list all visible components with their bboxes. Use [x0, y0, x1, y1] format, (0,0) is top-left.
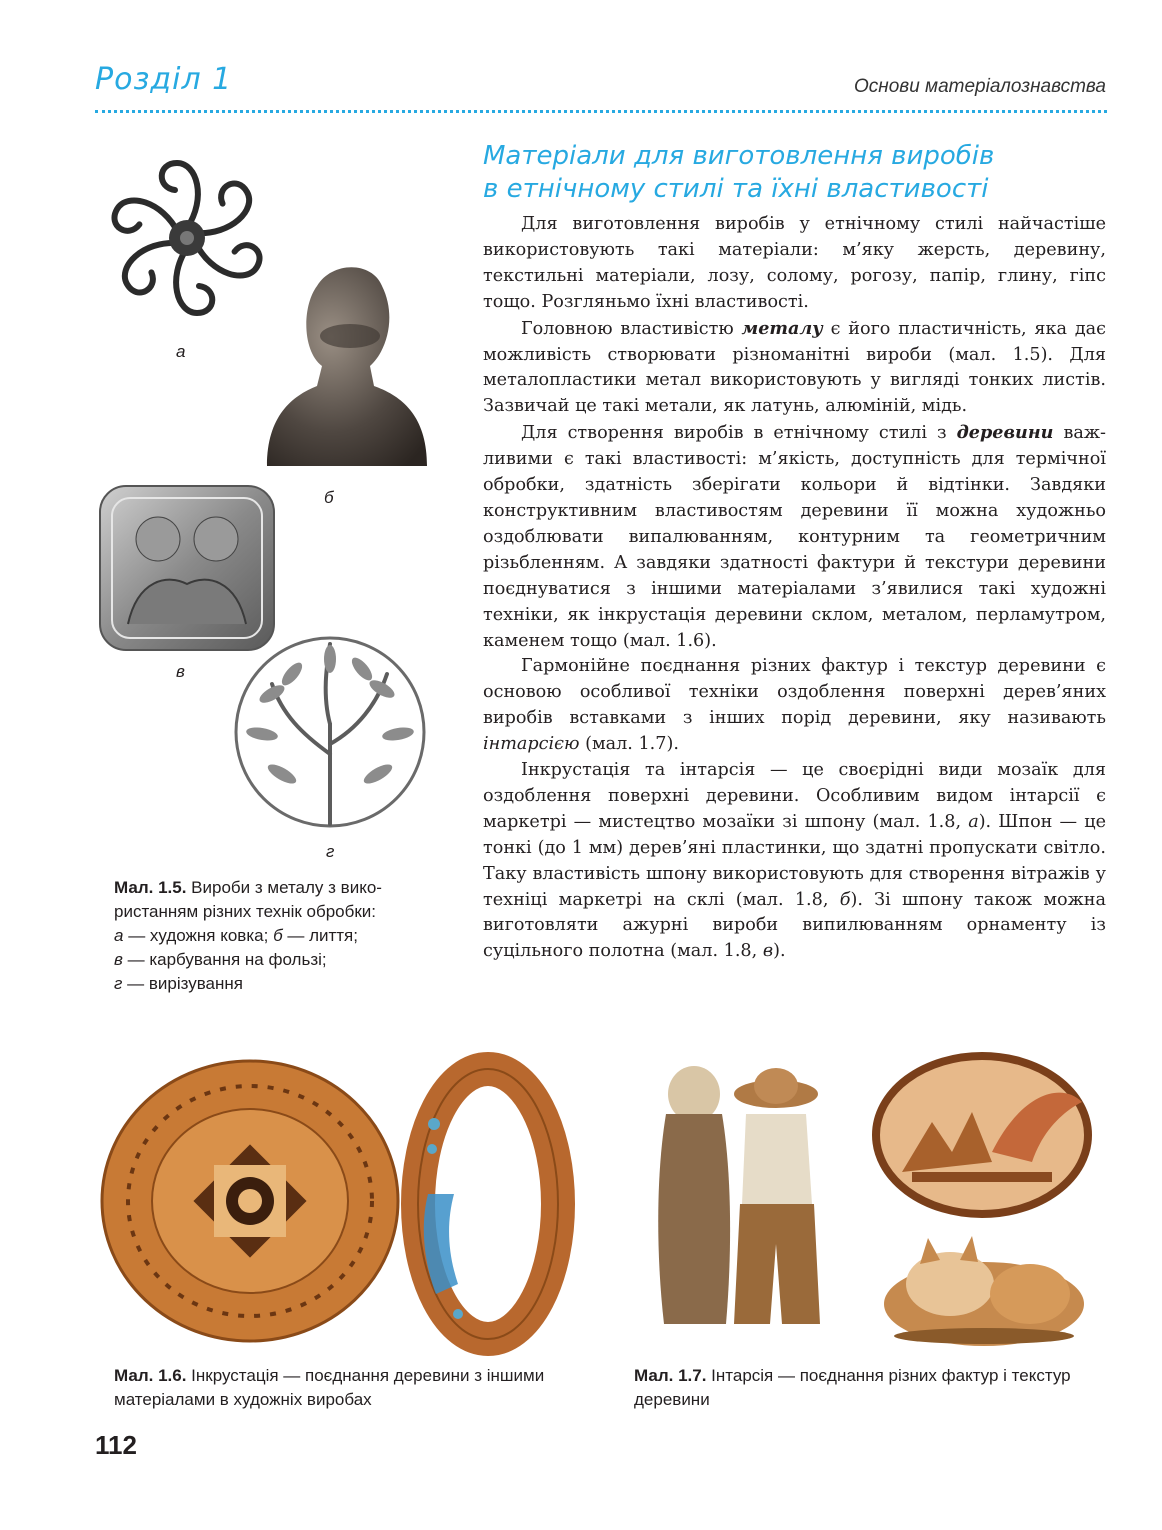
bronze-bust-image: [262, 256, 432, 476]
body-paragraph: [483, 654, 1106, 758]
chapter-title: Розділ 1: [95, 62, 233, 97]
paragraph-text: Для виготовлення виробів у етнічному стилі найчастіше використовують такі матеріали: м’яку жерсть, деревину, текстильні матеріали, лозу, солому, рогозу, папір, глину, гіпс тощо. Розгляньмо їхні властивості.: [483, 214, 1106, 312]
paragraph-text: є його пластичність, яка дає можливість створювати різноманітні вироби (мал. 1.5). Для металопластики метал використовують у вигляді тонких листів. Зазвичай це такі метали, як латунь, алюміній, мідь.: [483, 318, 1106, 417]
body-paragraph: [483, 420, 1106, 654]
caption-text: — вирізування: [122, 974, 243, 993]
caption-text: Вироби з металу з використанням різних технік обробки:: [114, 878, 382, 921]
section-heading-line-1: Матеріали для виготовлення виробів: [483, 141, 995, 171]
body-text: [483, 212, 1106, 965]
caption-letter: а: [114, 926, 124, 945]
caption-text: — лиття;: [282, 926, 358, 945]
caption-text: Інтарсія — поєднання різних фактур і текстур деревини: [634, 1366, 1071, 1409]
paragraph-text: (мал. 1.7).: [579, 734, 679, 755]
intarsia-eagle-oval-image: [872, 1052, 1092, 1218]
paragraph-text: ). Шпон — це тонкі (до 1 мм) дерев’яні пластинки, що здатні пропускати світло. Таку властивість шпону використовують для створення вітражів у техніці маркетрі на склі (мал. 1.8,: [483, 811, 1106, 910]
paragraph-text: важливими є такі властивості: м’якість, доступність для термічної обробки, здатність зберігати кольори й відтінки. Завдяки конструктивним властивостям деревини її можна художньо оздоблювати випалюванням, контурним та геометричним різьбленням. А завдяки здатності фактури й текстури деревини поєднуватися з іншими матеріалами з’явилися такі художні техніки, як інкрустація деревини склом, металом, перламутром, каменем тощо (мал. 1.6).: [483, 423, 1106, 651]
caption-number: Мал. 1.6.: [114, 1366, 187, 1385]
intarsia-couple-image: [636, 1054, 856, 1344]
header-divider: [95, 110, 1107, 113]
caption-text: Інкрустація — поєднання деревини з іншими матеріалами в художніх виробах: [114, 1366, 545, 1409]
emphasized-term: б: [839, 889, 851, 910]
emphasized-term: металу: [741, 317, 823, 339]
caption-text: — художня ковка;: [123, 926, 274, 945]
fig-label-v: в: [176, 662, 185, 681]
paragraph-text: Головною властивістю: [521, 318, 742, 339]
emphasized-term: а: [968, 811, 979, 832]
paragraph-text: ). Зі шпону також можна виготовляти ажурні вироби випилюванням орнаменту із суцільного полотна (мал. 1.8,: [483, 889, 1107, 962]
body-paragraph: [483, 212, 1106, 316]
emphasized-term: деревини: [956, 422, 1054, 444]
fig-label-b: б: [324, 488, 334, 507]
intarsia-cat-image: [880, 1224, 1086, 1350]
fig-1-5-caption: [114, 876, 434, 996]
caption-letter: г: [114, 974, 123, 993]
cut-metal-tree-image: [232, 634, 428, 830]
caption-letter: в: [114, 950, 123, 969]
section-heading-line-2: в етнічному стилі та їхні властивості: [483, 174, 989, 204]
caption-number: Мал. 1.7.: [634, 1366, 707, 1385]
caption-text: — карбування на фользі;: [122, 950, 327, 969]
paragraph-text: Інкрустація та інтарсія — це своєрідні види мозаїк для оздоблення поверхні деревини. Особливим видом інтарсії є маркетрі — мистецтво мозаїки зі шпону (мал. 1.8,: [483, 760, 1106, 832]
fig-label-g: г: [326, 842, 335, 861]
section-heading: [483, 140, 1083, 206]
emphasized-term: інтарсією: [483, 734, 580, 755]
running-title: Основи матеріалознавства: [853, 76, 1106, 97]
fig-label-a: а: [176, 342, 186, 361]
embossed-foil-plate-image: [98, 484, 276, 652]
inlaid-wooden-plate-image: [100, 1060, 400, 1342]
wrought-iron-flower-image: [92, 150, 282, 330]
paragraph-text: Гармонійне поєднання різних фактур і текстур деревини є основою особливої техніки оздоблення поверхні дерев’яних виробів вставками з інших порід деревини, яку називають: [483, 656, 1106, 729]
page-number: 112: [95, 1430, 137, 1460]
emphasized-term: в: [762, 941, 774, 962]
body-paragraph: [483, 316, 1106, 421]
caption-letter: б: [273, 926, 283, 945]
paragraph-text: ).: [773, 941, 786, 962]
fig-1-6-caption: [114, 1364, 604, 1412]
body-paragraph: [483, 758, 1106, 965]
fig-1-7-caption: [634, 1364, 1104, 1412]
paragraph-text: Для створення виробів в етнічному стилі з: [521, 423, 957, 444]
caption-number: Мал. 1.5.: [114, 878, 187, 897]
inlaid-wooden-ring-image: [388, 1064, 568, 1354]
